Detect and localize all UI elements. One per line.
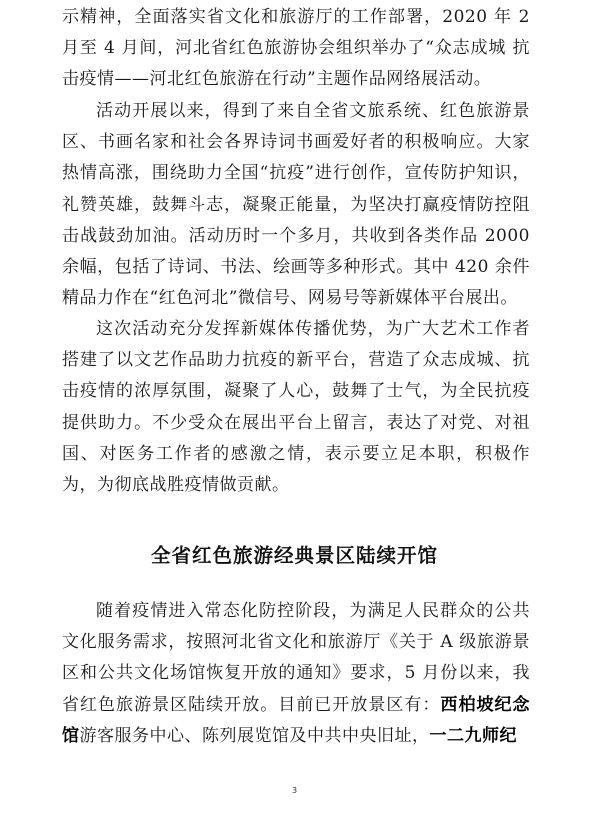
- bold-site-name-129-division: 一二九师纪: [429, 725, 517, 746]
- paragraph-scenic-reopening: [62, 596, 530, 752]
- paragraph-activity-impact: 这次活动充分发挥新媒体传播优势，为广大艺术工作者搭建了以文艺作品助力抗疫的新平台，营造了众志成城、抗击疫情的浓厚氛围，凝聚了人心，鼓舞了士气，为全民抗疫提供助力。不少受众在展出平台上留言，表达了对党、对祖国、对医务工作者的感激之情，表示要立足本职，积极作为，为彻底战胜疫情做贡献。: [62, 319, 530, 496]
- paragraph-activity-response: 活动开展以来，得到了来自全省文旅系统、红色旅游景区、书画名家和社会各界诗词书画爱好者的积极响应。大家热情高涨，围绕助力全国“抗疫”进行创作，宣传防护知识，礼赞英雄，鼓舞斗志，凝聚正能量，为坚决打赢疫情防控阻击战鼓劲加油。活动历时一个多月，共收到各类作品 2000 余幅，包括了诗词、书法、绘画等多种形式。其中 420 余件精品力作在“红色河北”微信号、网易号等新媒体平台展出。: [62, 101, 530, 309]
- bold-site-name-xibaipo: 西柏坡纪念馆: [62, 694, 531, 746]
- paragraph-continued: 示精神，全面落实省文化和旅游厅的工作部署，2020 年 2 月至 4 月间，河北省红色旅游协会组织举办了“众志成城 抗击疫情——河北红色旅游在行动”主题作品网络展活动。: [62, 7, 530, 90]
- page-number: 3: [291, 786, 298, 795]
- section-heading: 全省红色旅游经典景区陆续开馆: [150, 544, 438, 567]
- paragraph-text-middle: 游客服务中心、陈列展览馆及中共中央旧址，: [79, 725, 430, 746]
- paragraph-text-start: 随着疫情进入常态化防控阶段，为满足人民群众的公共文化服务需求，按照河北省文化和旅游厅《关于 A 级旅游景区和公共文化场馆恢复开放的通知》要求，5 月份以来，我省红色旅游景区陆续开放。目前已开放景区有：: [62, 601, 530, 715]
